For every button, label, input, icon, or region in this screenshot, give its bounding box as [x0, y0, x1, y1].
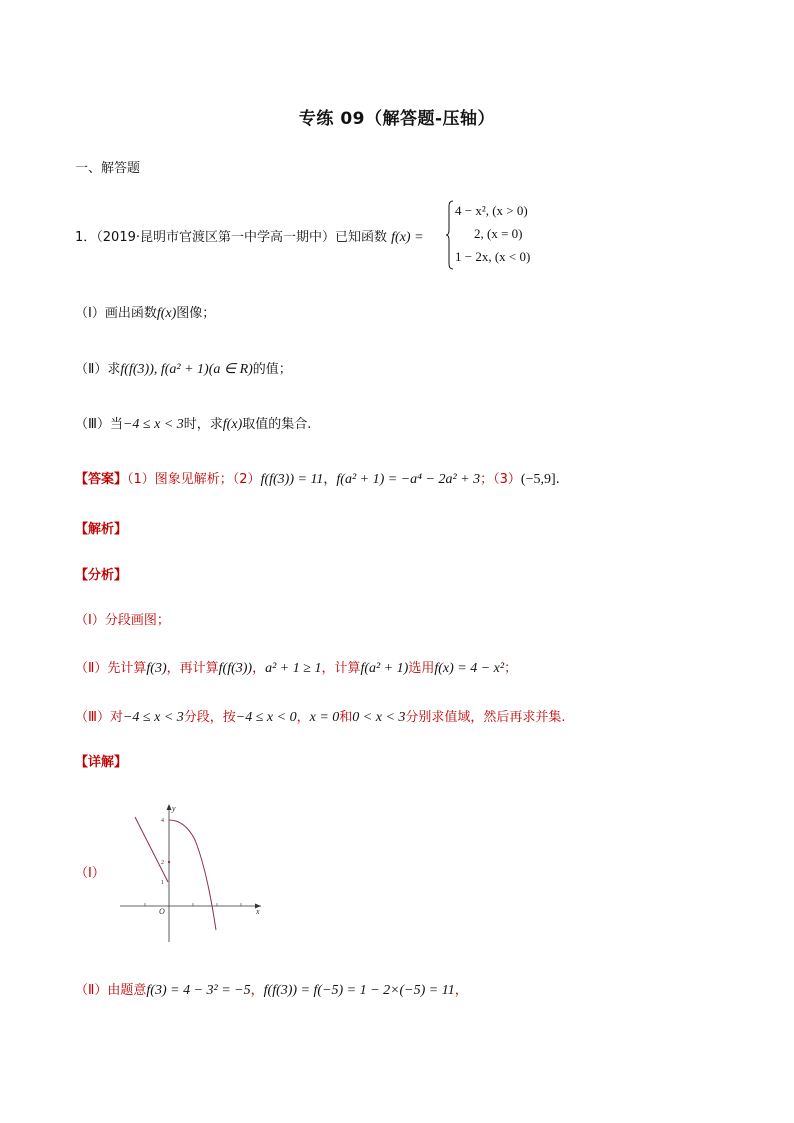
problem-number: 1． — [75, 230, 97, 245]
answer-math-2: f(a² + 1) = −a⁴ − 2a² + 3 — [336, 472, 481, 487]
a2-text-5: 选用 — [408, 661, 435, 676]
problem-statement — [75, 226, 424, 246]
q3-math-2: f(x) — [222, 417, 243, 432]
q1-text-b: 图像； — [176, 306, 216, 321]
q2-text-b: 的值； — [252, 362, 292, 377]
page-title: 专练 09（解答题-压轴） — [298, 109, 496, 129]
q3-label: （Ⅲ） — [75, 417, 110, 432]
s2-text-1: 由题意 — [107, 983, 147, 998]
a1-text: 分段画图； — [104, 613, 170, 628]
y-tick-label-2: 2 — [161, 860, 164, 866]
q2-math: f(f(3)), f(a² + 1)(a ∈ R) — [120, 362, 253, 377]
s2-text-3: ， — [454, 983, 468, 998]
case-2: 2, (x = 0) — [474, 226, 523, 241]
q3-text-c: 取值的集合. — [242, 417, 312, 432]
a2-math-3: a² + 1 ≥ 1 — [265, 661, 322, 676]
q3-text-a: 当 — [109, 417, 123, 432]
q1-math: f(x) — [156, 306, 177, 321]
q2-label: （Ⅱ） — [75, 362, 108, 377]
a2-math-1: f(3) — [146, 661, 167, 676]
answer-math-1: f(f(3)) = 11 — [260, 472, 324, 487]
a3-text-2: 分段，按 — [183, 710, 236, 725]
solution-1-label: （Ⅰ） — [75, 866, 105, 881]
q1-label: （Ⅰ） — [75, 306, 105, 321]
a3-math-4: 0 < x < 3 — [352, 710, 406, 725]
analysis-3 — [75, 706, 566, 726]
fenxi-tag: 【分析】 — [75, 568, 128, 583]
x-axis-label: x — [256, 907, 260, 916]
answer-part-1: （1）图象见解析；（2） — [127, 472, 261, 487]
a3-math-2: −4 ≤ x < 0 — [235, 710, 297, 725]
solution-2 — [75, 979, 468, 999]
a3-text-5: 分别求值域，然后再求并集. — [405, 710, 566, 725]
problem-intro: 已知函数 — [335, 230, 388, 245]
a3-text-4: 和 — [339, 710, 353, 725]
analysis-2 — [75, 657, 517, 677]
answer-sep: ， — [323, 472, 337, 487]
function-name: f(x) = — [391, 230, 424, 245]
a1-label: （Ⅰ） — [75, 613, 105, 628]
a3-math-1: −4 ≤ x < 3 — [122, 710, 184, 725]
a2-text-6: ； — [504, 661, 518, 676]
a3-math-3: x = 0 — [309, 710, 340, 725]
s2-math-1: f(3) = 4 − 3² = −5 — [146, 983, 251, 998]
analysis-1 — [75, 609, 170, 628]
q1-text-a: 画出函数 — [104, 306, 157, 321]
question-1 — [75, 302, 215, 322]
a2-text-4: ，计算 — [321, 661, 361, 676]
s2-label: （Ⅱ） — [75, 983, 108, 998]
q3-text-b: 时，求 — [183, 417, 223, 432]
case-1: 4 − x², (x > 0) — [455, 203, 528, 218]
y-tick-label-4: 4 — [161, 818, 164, 824]
xiangjie-tag: 【详解】 — [75, 755, 128, 770]
answer-end: . — [555, 472, 560, 487]
y-tick-label-1: 1 — [161, 880, 164, 886]
section-heading: 一、解答题 — [75, 161, 141, 176]
question-2 — [75, 358, 292, 378]
origin-label: O — [159, 907, 165, 916]
a3-text-1: 对 — [109, 710, 123, 725]
a2-math-2: f(f(3)) — [218, 661, 253, 676]
answer-math-3: (−5,9] — [520, 472, 556, 487]
answer-part-3: ；（3） — [480, 472, 521, 487]
answer-line — [75, 468, 560, 488]
a3-label: （Ⅲ） — [75, 710, 110, 725]
a2-math-4: f(a² + 1) — [360, 661, 409, 676]
a2-text-3: ， — [252, 661, 266, 676]
a2-label: （Ⅱ） — [75, 661, 108, 676]
s2-math-2: f(f(3)) = f(−5) = 1 − 2×(−5) = 11 — [263, 983, 455, 998]
function-graph — [115, 800, 265, 945]
q3-math: −4 ≤ x < 3 — [122, 417, 184, 432]
question-3 — [75, 413, 311, 433]
point-at-zero — [168, 861, 170, 863]
problem-source: （2019·昆明市官渡区第一中学高一期中） — [96, 230, 335, 245]
case-3: 1 − 2x, (x < 0) — [455, 249, 531, 264]
line-branch — [135, 817, 168, 882]
a2-text-2: ，再计算 — [166, 661, 219, 676]
a2-text-1: 先计算 — [107, 661, 147, 676]
parabola-branch — [169, 820, 216, 930]
s2-text-2: ， — [250, 983, 264, 998]
q2-text-a: 求 — [107, 362, 121, 377]
y-axis-label: y — [172, 804, 176, 813]
answer-tag: 【答案】 — [75, 472, 128, 487]
a3-text-3: ， — [296, 710, 310, 725]
a2-math-5: f(x) = 4 − x² — [434, 661, 505, 676]
y-axis-arrow-icon — [167, 804, 172, 810]
jiexi-tag: 【解析】 — [75, 522, 128, 537]
piecewise-brace — [446, 200, 454, 270]
